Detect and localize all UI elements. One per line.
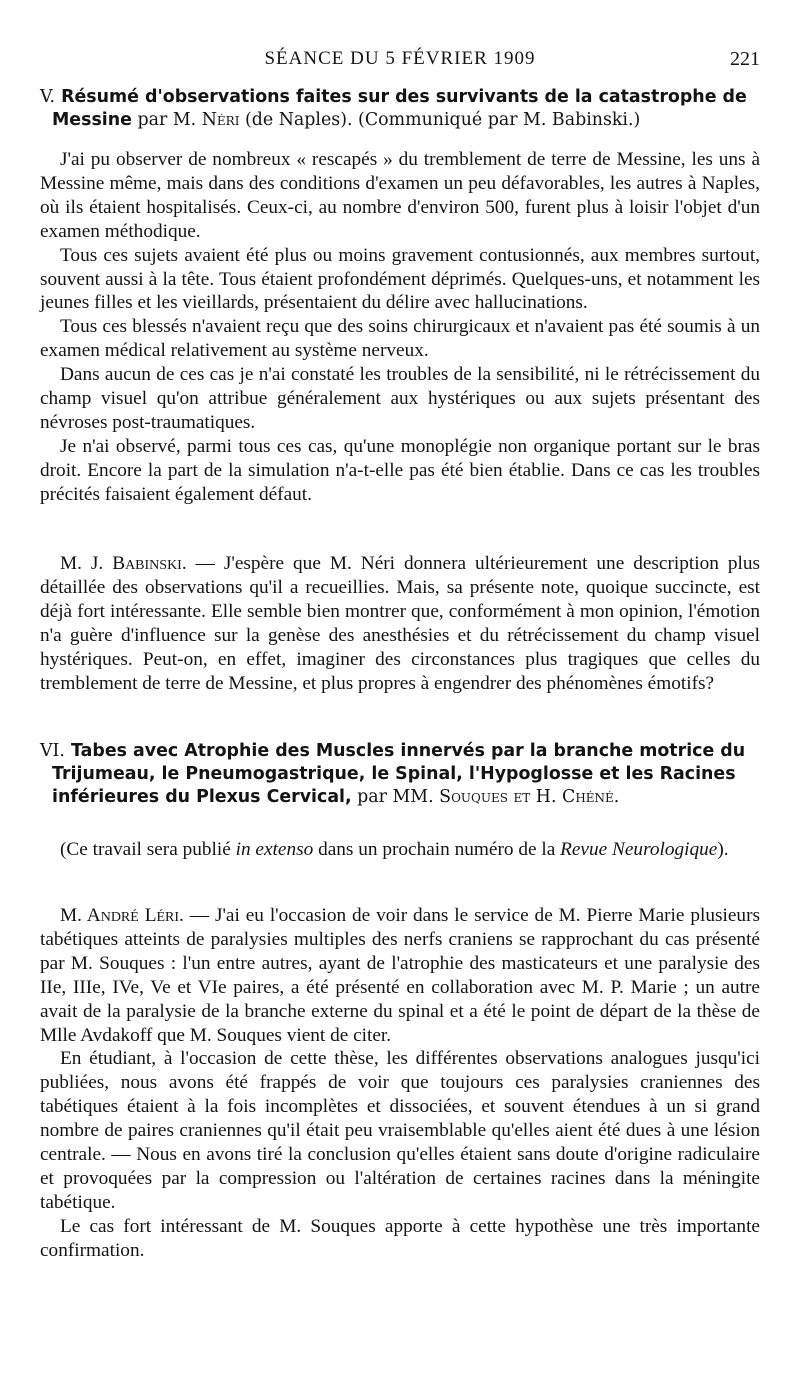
section-vi-authors: MM. Souques et H. Chéné. xyxy=(392,787,620,807)
journal-name: Revue Neurologique xyxy=(560,839,718,860)
note-text: (Ce travail sera publié xyxy=(60,839,236,860)
section-v-author-note: (de Naples). (Communiqué par M. Babinski.) xyxy=(239,110,641,130)
section-v-author: M. Néri xyxy=(172,110,240,130)
leri-discussion xyxy=(40,904,760,1263)
paragraph: Dans aucun de ces cas je n'ai constaté les troubles de la sensibilité, ni le rétrécissement du champ visuel qu'on attribue généralement aux hystériques ou aux sujets présentant des névroses post-traumatiques. xyxy=(40,364,760,433)
paragraph: Je n'ai observé, parmi tous ces cas, qu'une monoplégie non organique portant sur le bras droit. Encore la part de la simulation n'a-t-elle pas été bien établie. Dans ce cas les troubles précités faisaient également défaut. xyxy=(40,435,760,505)
discussion-text: — J'ai eu l'occasion de voir dans le service de M. Pierre Marie plusieurs tabétiques atteints de paralysies multiples des nerfs craniens se rapprochant du cas présenté par M. Souques : l'un entre autres, ayant de l'atrophie des masticateurs et une paralysie des IIe, IIIe, IVe, Ve et VIe paires, a été présenté en collaboration avec M. P. Marie ; un autre avait de la paralysie de la branche externe du spinal et a été le point de départ de la thèse de Mlle Avdakoff que M. Souques vient de citer. xyxy=(40,905,760,1046)
section-v-number: V. xyxy=(40,87,56,107)
note-text: ). xyxy=(717,839,729,860)
section-v-heading-block xyxy=(40,86,760,132)
babinski-discussion xyxy=(40,552,760,695)
speaker-name: M. André Léri. xyxy=(60,905,184,926)
section-vi-note xyxy=(40,838,760,862)
section-v-heading xyxy=(40,86,760,132)
speaker-name: M. J. Babinski. xyxy=(60,553,187,574)
paragraph: Tous ces blessés n'avaient reçu que des soins chirurgicaux et n'avaient pas été soumis à un examen médical relativement au système nerveux. xyxy=(40,316,760,362)
journal-page xyxy=(40,0,760,1394)
page-number: 221 xyxy=(730,48,760,70)
running-title: SÉANCE DU 5 FÉVRIER 1909 xyxy=(264,48,536,69)
section-vi-by: par xyxy=(351,787,393,807)
section-vi-heading-block xyxy=(40,740,760,809)
publication-note xyxy=(40,838,760,862)
running-head xyxy=(40,46,760,76)
section-vi-heading xyxy=(40,740,760,809)
paragraph: En étudiant, à l'occasion de cette thèse, les différentes observations analogues jusqu'ici publiées, nous avons été frappés de voir que toujours ces paralysies craniennes des tabétiques étaient à la fois incomplètes et dissociées, et souvent étendues à un si grand nombre de paires craniennes qu'il était peu vraisemblable qu'elles aient été dues à une lésion centrale. — Nous en avons tiré la conclusion qu'elles étaient sans doute d'origine radiculaire et provoquées par la compression ou l'altération de certaines racines dans la méningite tabétique. xyxy=(40,1048,760,1213)
section-v-by: par xyxy=(131,110,173,130)
section-vi-title: Tabes avec Atrophie des Muscles innervés par la branche motrice du Trijumeau, le Pneumogastrique, le Spinal, l'Hypoglosse et les Racines inférieures du Plexus Cervical, xyxy=(52,741,746,807)
section-v-title: Résumé d'observations faites sur des survivants de la catastrophe de Messine xyxy=(52,87,747,130)
note-italic: in extenso xyxy=(235,839,314,860)
section-vi-number: VI. xyxy=(40,741,65,761)
paragraph: J'ai pu observer de nombreux « rescapés » du tremblement de terre de Messine, les uns à Messine même, mais dans des conditions d'examen un peu défavorables, les autres à Naples, où ils étaient hospitalisés. Ceux-ci, au nombre d'environ 500, furent plus à loisir l'objet d'un examen méthodique. xyxy=(40,149,760,242)
discussion-paragraph xyxy=(40,552,760,695)
note-text: dans un prochain numéro de la xyxy=(313,839,561,860)
paragraph: Le cas fort intéressant de M. Souques apporte à cette hypothèse une très importante confirmation. xyxy=(40,1215,760,1261)
paragraph: Tous ces sujets avaient été plus ou moins gravement contusionnés, aux membres surtout, souvent aussi à la tête. Tous étaient profondément déprimés. Quelques-uns, et notamment les jeunes filles et les vieillards, présentaient du délire avec hallucinations. xyxy=(40,244,760,314)
discussion-text: — J'espère que M. Néri donnera ultérieurement une description plus détaillée des observations qu'il a recueillies. Mais, sa présente note, quoique succincte, est déjà fort intéressante. Elle semble bien montrer que, conformément à mon opinion, l'émotion n'a guère d'influence sur la genèse des anesthésies et du rétrécissement du champ visuel hystériques. Peut-on, en effet, imaginer des circonstances plus tragiques que celles du tremblement de terre de Messine, et plus propres à engendrer des phénomènes émotifs? xyxy=(40,553,760,694)
discussion-paragraph xyxy=(40,904,760,1047)
section-v-body xyxy=(40,148,760,507)
